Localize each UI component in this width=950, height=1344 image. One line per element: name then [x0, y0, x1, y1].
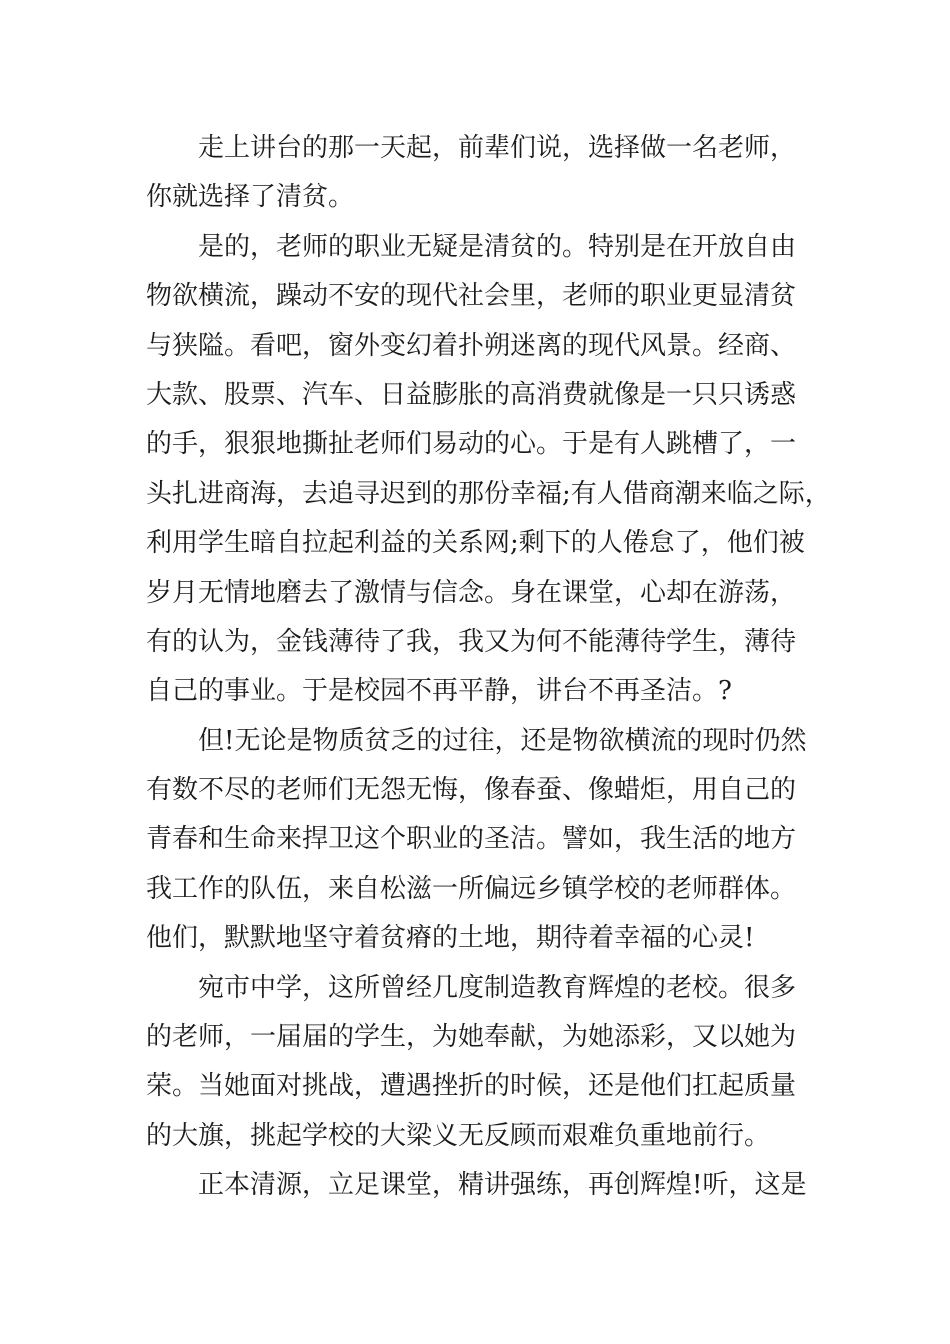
paragraph-2-line-2: 物欲横流，躁动不安的现代社会里，老师的职业更显清贫: [146, 281, 797, 312]
paragraph-2-line-7: 利用学生暗自拉起利益的关系网;剩下的人倦怠了，他们被: [146, 528, 805, 559]
paragraph-3-line-4: 我工作的队伍，来自松滋一所偏远乡镇学校的老师群体。: [146, 873, 797, 904]
paragraph-3-line-2: 有数不尽的老师们无怨无悔，像春蚕、像蜡炬，用自己的: [146, 775, 797, 806]
document-body: [146, 124, 846, 1211]
paragraph-2-line-4: 大款、股票、汽车、日益膨胀的高消费就像是一只只诱惑: [146, 379, 797, 410]
paragraph-2-line-3: 与狭隘。看吧，窗外变幻着扑朔迷离的现代风景。经商、: [146, 330, 797, 361]
paragraph-2-line-9: 有的认为，金钱薄待了我，我又为何不能薄待学生，薄待: [146, 626, 797, 657]
paragraph-2-line-5: 的手，狠狠地撕扯老师们易动的心。于是有人跳槽了，一: [146, 429, 797, 460]
paragraph-4-line-4: 的大旗，挑起学校的大梁义无反顾而艰难负重地前行。: [146, 1120, 771, 1151]
paragraph-3-line-1: 但!无论是物质贫乏的过往，还是物欲横流的现时仍然: [198, 725, 807, 756]
paragraph-2-line-1: 是的，老师的职业无疑是清贫的。特别是在开放自由: [198, 231, 797, 262]
paragraph-1-line-1: 走上讲台的那一天起，前辈们说，选择做一名老师，: [198, 133, 797, 163]
paragraph-3-line-5: 他们，默默地坚守着贫瘠的土地，期待着幸福的心灵!: [146, 923, 755, 954]
paragraph-1-line-2: 你就选择了清贫。: [146, 182, 355, 213]
paragraph-2-line-10: 自己的事业。于是校园不再平静，讲台不再圣洁。?: [146, 676, 732, 707]
paragraph-2-line-8: 岁月无情地磨去了激情与信念。身在课堂，心却在游荡，: [146, 577, 797, 608]
paragraph-5-line-1: 正本清源，立足课堂，精讲强练，再创辉煌!听，这是: [198, 1170, 807, 1201]
paragraph-4-line-2: 的老师，一届届的学生，为她奉献，为她添彩，又以她为: [146, 1022, 797, 1053]
paragraph-4-line-1: 宛市中学，这所曾经几度制造教育辉煌的老校。很多: [198, 972, 797, 1003]
paragraph-4-line-3: 荣。当她面对挑战，遭遇挫折的时候，还是他们扛起质量: [146, 1071, 797, 1102]
paragraph-2-line-6: 头扎进商海，去追寻迟到的那份幸福;有人借商潮来临之际，: [146, 478, 831, 509]
paragraph-3-line-3: 青春和生命来捍卫这个职业的圣洁。譬如，我生活的地方: [146, 824, 797, 855]
